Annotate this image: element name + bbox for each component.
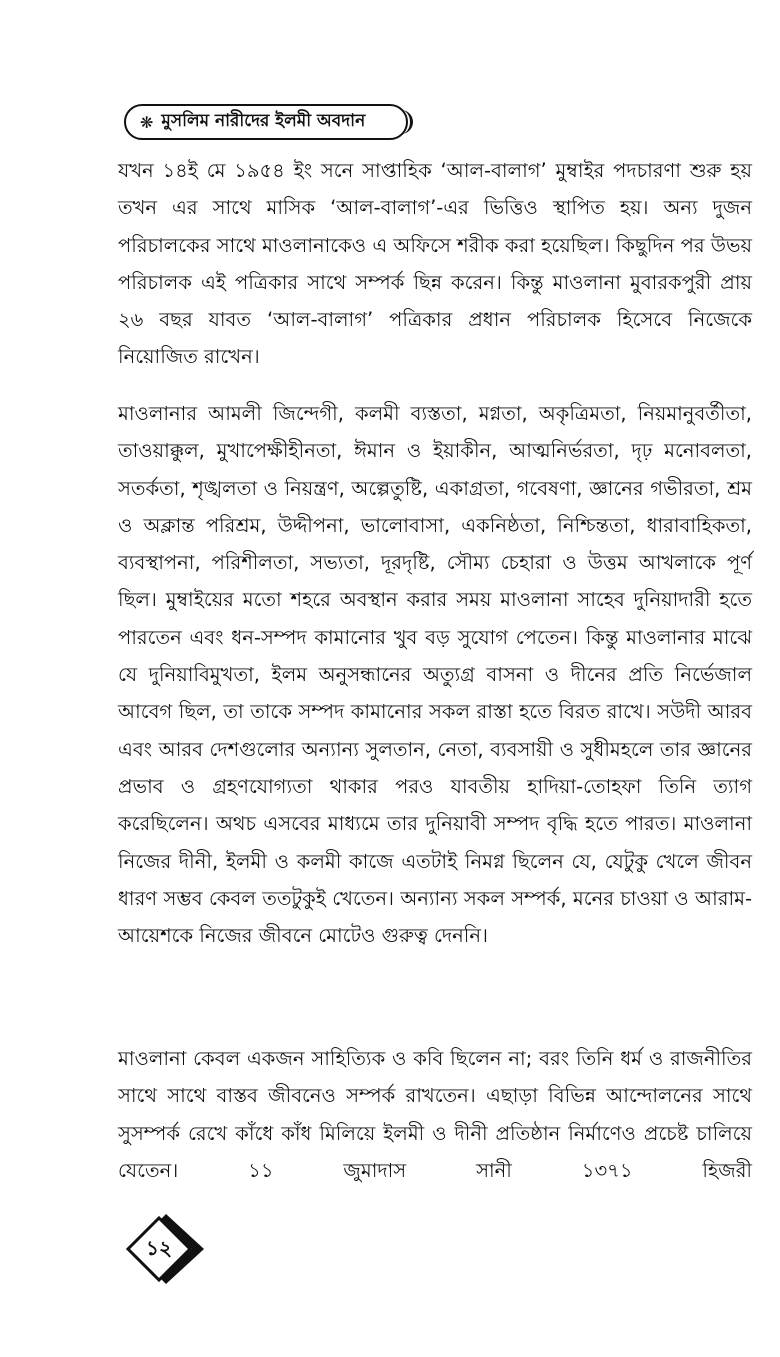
running-header — [124, 104, 408, 140]
paragraph-2: মাওলানার আমলী জিন্দেগী, কলমী ব্যস্ততা, মগ্নতা, অকৃত্রিমতা, নিয়মানুবর্তীতা, তাওয়াক্কুল, মুখাপেক্ষীহীনতা, ঈমান ও ইয়াকীন, আত্মনির্ভরতা, দৃঢ় মনোবলতা, সতর্কতা, শৃঙ্খলতা ও নিয়ন্ত্রণ, অল্পেতুষ্টি, একাগ্রতা, গবেষণা, জ্ঞানের গভীরতা, শ্রম ও অক্লান্ত পরিশ্রম, উদ্দীপনা, ভালোবাসা, একনিষ্ঠতা, নিশ্চিন্ততা, ধারাবাহিকতা, ব্যবস্থাপনা, পরিশীলতা, সভ্যতা, দূরদৃষ্টি, সৌম্য চেহারা ও উত্তম আখলাকে পূর্ণ ছিল। মুম্বাইয়ের মতো শহরে অবস্থান করার সময় মাওলানা সাহেব দুনিয়াদারী হতে পারতেন এবং ধন-সম্পদ কামানোর খুব বড় সুযোগ পেতেন। কিন্তু মাওলানার মাঝে যে দুনিয়াবিমুখতা, ইলম অনুসন্ধানের অত্যুগ্র বাসনা ও দীনের প্রতি নির্ভেজাল আবেগ ছিল, তা তাকে সম্পদ কামানোর সকল রাস্তা হতে বিরত রাখে। সউদী আরব এবং আরব দেশগুলোর অন্যান্য সুলতান, নেতা, ব্যবসায়ী ও সুধীমহলে তার জ্ঞানের প্রভাব ও গ্রহণযোগ্যতা থাকার পরও যাবতীয় হাদিয়া-তোহফা তিনি ত্যাগ করেছিলেন। অথচ এসবের মাধ্যমে তার দুনিয়াবী সম্পদ বৃদ্ধি হতে পারত। মাওলানা নিজের দীনী, ইলমী ও কলমী কাজে এতটাই নিমগ্ন ছিলেন যে, যেটুকু খেলে জীবন ধারণ সম্ভব কেবল ততটুকুই খেতেন। অন্যান্য সকল সম্পর্ক, মনের চাওয়া ও আরাম-আয়েশকে নিজের জীবনে মোটেও গুরুত্ব দেননি। — [118, 402, 752, 948]
paragraph-3: মাওলানা কেবল একজন সাহিত্যিক ও কবি ছিলেন না; বরং তিনি ধর্ম ও রাজনীতির সাথে সাথে বাস্তব জীবনেও সম্পর্ক রাখতেন। এছাড়া বিভিন্ন আন্দোলনের সাথে সুসম্পর্ক রেখে কাঁধে কাঁধ মিলিয়ে ইলমী ও দীনী প্রতিষ্ঠান নির্মাণেও প্রচেষ্ট চালিয়ে যেতেন। ১১ জুমাদাস সানী ১৩৭১ হিজরী — [118, 1047, 752, 1182]
page-number: ১২ — [146, 1236, 172, 1260]
ornament-icon: ❋ — [140, 112, 154, 132]
running-header-title: মুসলিম নারীদের ইলমী অবদান — [161, 111, 366, 131]
paragraph-1: যখন ১৪ই মে ১৯৫৪ ইং সনে সাপ্তাহিক ‘আল-বালাগ’ মুম্বাইর পদচারণা শুরু হয় তখন এর সাথে মাসিক ‘আল-বালাগ’-এর ভিত্তিও স্থাপিত হয়। অন্য দুজন পরিচালকের সাথে মাওলানাকেও এ অফিসে শরীক করা হয়েছিল। কিছুদিন পর উভয় পরিচালক এই পত্রিকার সাথে সম্পর্ক ছিন্ন করেন। কিন্তু মাওলানা মুবারকপুরী প্রায় ২৬ বছর যাবত ‘আল-বালাগ’ পত্রিকার প্রধান পরিচালক হিসেবে নিজেকে নিয়োজিত রাখেন। — [118, 159, 752, 369]
page-number-badge — [126, 1214, 204, 1284]
